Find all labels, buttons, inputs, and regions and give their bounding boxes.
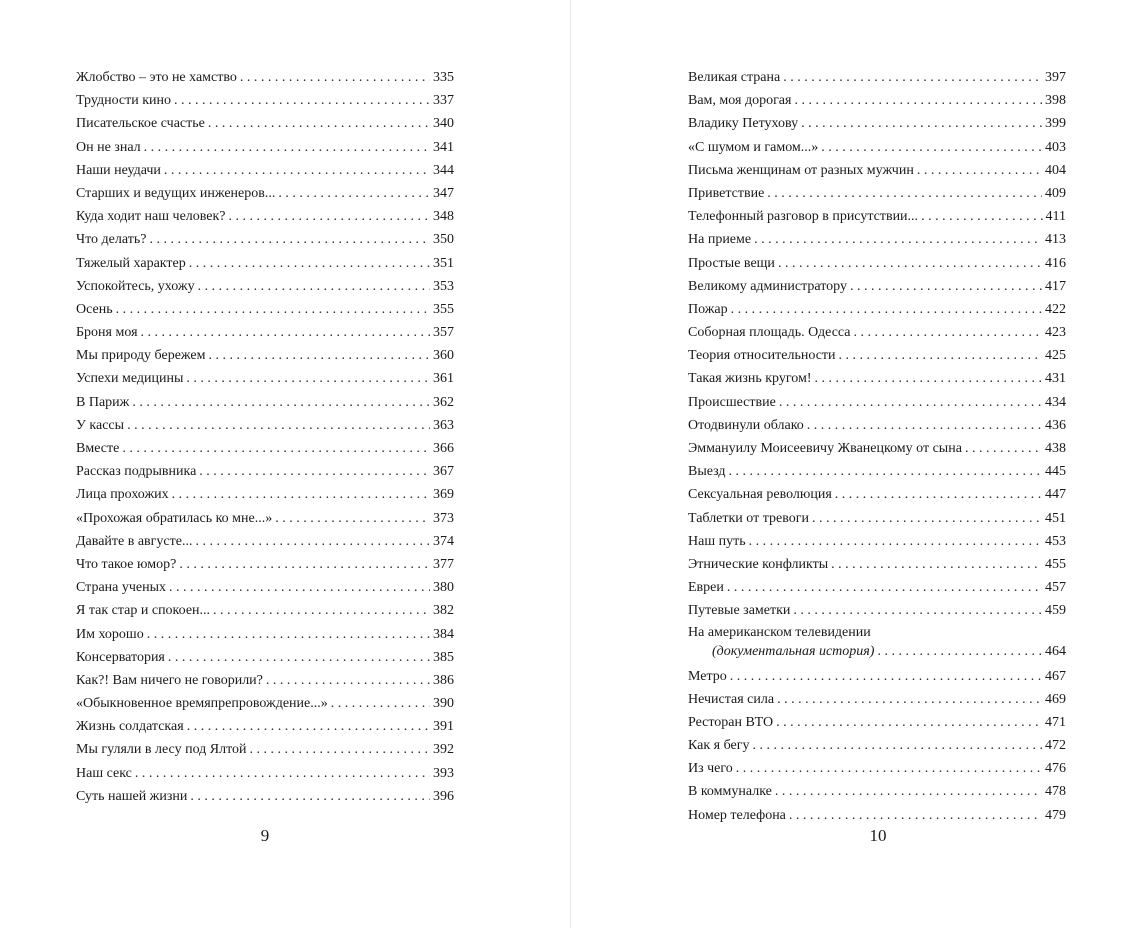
dot-leader [149, 228, 430, 251]
toc-entry-title: Пожар [688, 301, 728, 317]
toc-entry [76, 414, 454, 437]
toc-entry [688, 205, 1066, 228]
dot-leader [831, 553, 1042, 576]
toc-entry-page: 380 [433, 580, 454, 596]
toc-entry-title: Трудности кино [76, 93, 172, 109]
toc-entry-title: Жизнь солдатская [76, 719, 184, 735]
toc-entry-title: Им хорошо [76, 626, 144, 642]
toc-entry-page: 385 [433, 649, 454, 665]
toc-entry-title: Давайте в августе... [76, 533, 193, 549]
toc-entry [688, 599, 1066, 622]
toc-entry [688, 298, 1066, 321]
toc-entry-title: Что такое юмор? [76, 556, 177, 572]
toc-entry [76, 66, 454, 89]
dot-leader [793, 599, 1042, 622]
dot-leader [794, 89, 1042, 112]
toc-entry-title: Теория относительности [688, 348, 836, 364]
toc-entry-subtitle: (документальная история) [712, 643, 875, 659]
toc-entry [688, 460, 1066, 483]
toc-entry [688, 89, 1066, 112]
dot-leader [749, 530, 1042, 553]
dot-leader [778, 252, 1042, 275]
toc-entry-title: В Париж [76, 394, 130, 410]
toc-entry-page: 409 [1045, 185, 1066, 201]
dot-leader [917, 159, 1042, 182]
dot-leader [807, 414, 1042, 437]
toc-entry-title: Он не знал [76, 139, 141, 155]
toc-entry [688, 275, 1066, 298]
toc-entry-page: 471 [1045, 714, 1066, 730]
dot-leader [189, 252, 430, 275]
dot-leader [116, 298, 430, 321]
toc-entry [76, 576, 454, 599]
toc-entry-title: Консерватория [76, 649, 165, 665]
dot-leader [921, 205, 1042, 228]
toc-entry [76, 159, 454, 182]
toc-entry-title: Эммануилу Моисеевичу Жванецкому от сына [688, 441, 962, 456]
toc-entry [688, 576, 1066, 599]
dot-leader [775, 780, 1042, 803]
toc-entry-title: Таблетки от тревоги [688, 510, 809, 526]
toc-entry-page: 357 [433, 325, 454, 341]
toc-entry-page: 382 [433, 603, 454, 619]
toc-entry-title: Как я бегу [688, 738, 750, 754]
toc-entry-page: 335 [433, 70, 454, 85]
dot-leader [801, 112, 1042, 135]
toc-entry-page: 423 [1045, 325, 1066, 341]
toc-entry-title: Евреи [688, 580, 724, 596]
toc-entry-title: У кассы [76, 417, 125, 433]
toc-entry-page: 403 [1045, 139, 1066, 155]
toc-entry-page: 344 [433, 162, 454, 178]
dot-leader [753, 734, 1042, 757]
toc-entry-title: В коммуналке [688, 784, 772, 800]
toc-entry-title: Простые вещи [688, 255, 775, 271]
toc-entry-title: Из чего [688, 761, 733, 777]
dot-leader [729, 460, 1042, 483]
toc-entry-page: 341 [433, 139, 454, 155]
dot-leader [839, 344, 1042, 367]
toc-entry-title: Метро [688, 668, 727, 684]
dot-leader [727, 576, 1042, 599]
toc-entry-page: 411 [1045, 209, 1066, 225]
toc-entry-page: 464 [1045, 643, 1066, 659]
toc-entry-page: 447 [1045, 487, 1066, 503]
toc-entry-title: Путевые заметки [688, 603, 791, 619]
toc-entry [76, 344, 454, 367]
toc-entry [76, 437, 454, 460]
dot-leader [736, 757, 1042, 780]
toc-entry [688, 112, 1066, 135]
toc-entry [76, 321, 454, 344]
dot-leader [132, 391, 430, 414]
toc-entry-title: Мы природу бережем [76, 348, 206, 364]
toc-entry [76, 553, 454, 576]
toc-entry-page: 436 [1045, 417, 1066, 433]
dot-leader [190, 785, 430, 808]
toc-entry [76, 507, 454, 530]
dot-leader [195, 530, 430, 553]
toc-entry-page: 363 [433, 417, 454, 433]
dot-leader [789, 804, 1042, 827]
toc-entry [688, 414, 1066, 437]
toc-entry [688, 252, 1066, 275]
toc-entry-page: 393 [433, 765, 454, 781]
page-number: 9 [260, 826, 270, 845]
toc-entry-title: Отодвинули облако [688, 417, 804, 433]
toc-entry-page: 391 [433, 719, 454, 735]
toc-entry [76, 460, 454, 483]
toc-entry-title: Лица прохожих [76, 487, 169, 503]
toc-entry-page: 366 [433, 441, 454, 456]
toc-entry-page: 431 [1045, 371, 1066, 387]
dot-leader [169, 576, 430, 599]
toc-entry-title: Мы гуляли в лесу под Ялтой [76, 742, 247, 758]
toc-entry-page: 386 [433, 672, 454, 688]
toc-entry [688, 507, 1066, 530]
toc-entry [76, 252, 454, 275]
dot-leader [147, 623, 430, 646]
dot-leader [266, 669, 430, 692]
toc-entry [688, 182, 1066, 205]
toc-entry-page: 451 [1045, 510, 1066, 526]
toc-entry-title: Этнические конфликты [688, 556, 829, 572]
dot-leader [835, 483, 1042, 506]
toc-entry-title: Сексуальная революция [688, 487, 832, 503]
toc-entry [76, 391, 454, 414]
toc-entry [76, 182, 454, 205]
toc-entry-page: 459 [1045, 603, 1066, 619]
toc-entry-title: Успокойтесь, ухожу [76, 278, 195, 294]
dot-leader [783, 66, 1042, 89]
dot-leader [135, 762, 430, 785]
toc-entry-page: 478 [1045, 784, 1066, 800]
toc-entry [688, 530, 1066, 553]
toc-entry-title: Что делать? [76, 232, 147, 248]
toc-entry [76, 112, 454, 135]
toc-entry [688, 136, 1066, 159]
toc-entry [688, 553, 1066, 576]
toc-entry-page: 361 [433, 371, 454, 387]
toc-entry-title: Тяжелый характер [76, 255, 186, 271]
toc-entry-page: 397 [1045, 70, 1066, 85]
toc-list-left [76, 66, 454, 808]
toc-entry [688, 804, 1066, 827]
toc-entry-page: 360 [433, 348, 454, 364]
toc-entry-title: Владику Петухову [688, 116, 799, 132]
toc-entry [688, 688, 1066, 711]
dot-leader [187, 715, 430, 738]
toc-entry [688, 391, 1066, 414]
toc-entry-title: «С шумом и гамом...» [688, 139, 819, 155]
toc-entry-page: 413 [1045, 232, 1066, 248]
toc-entry-page: 377 [433, 556, 454, 572]
toc-entry-title: Наш путь [688, 533, 746, 549]
toc-entry [688, 780, 1066, 803]
toc-entry-page: 422 [1045, 301, 1066, 317]
toc-entry-page: 392 [433, 742, 454, 758]
toc-entry-page: 347 [433, 185, 454, 201]
toc-entry-page: 457 [1045, 580, 1066, 596]
toc-entry-title: Жлобство – это не хамство [76, 70, 237, 85]
dot-leader [229, 205, 430, 228]
toc-entry-title: Происшествие [688, 394, 776, 410]
toc-entry-page: 362 [433, 394, 454, 410]
toc-entry [688, 711, 1066, 734]
toc-entry-page: 467 [1045, 668, 1066, 684]
toc-entry-title: Суть нашей жизни [76, 788, 188, 804]
dot-leader [208, 112, 430, 135]
toc-entry-title: Ресторан ВТО [688, 714, 774, 730]
dot-leader [275, 507, 430, 530]
toc-entry-title: Вам, моя дорогая [688, 93, 792, 109]
dot-leader [776, 711, 1042, 734]
toc-entry-page: 373 [433, 510, 454, 526]
toc-entry [76, 367, 454, 390]
dot-leader [754, 228, 1042, 251]
toc-entry-title: Писательское счастье [76, 116, 205, 132]
toc-entry [76, 298, 454, 321]
dot-leader [777, 688, 1042, 711]
page-number: 10 [869, 826, 887, 845]
dot-leader [250, 738, 430, 761]
toc-entry [76, 228, 454, 251]
toc-entry-page: 469 [1045, 691, 1066, 707]
toc-entry-title: Страна ученых [76, 580, 167, 596]
toc-entry-page: 351 [433, 255, 454, 271]
toc-entry [76, 483, 454, 506]
dot-leader [965, 437, 1042, 460]
toc-entry-title: Я так стар и спокоен... [76, 603, 211, 619]
dot-leader [779, 391, 1042, 414]
toc-entry [76, 646, 454, 669]
dot-leader [331, 692, 430, 715]
toc-entry-page: 404 [1045, 162, 1066, 178]
toc-entry-page: 438 [1045, 441, 1066, 456]
toc-entry-page: 350 [433, 232, 454, 248]
toc-entry [688, 734, 1066, 757]
toc-entry [76, 205, 454, 228]
toc-entry-page: 337 [433, 93, 454, 109]
toc-entry-title: «Обыкновенное времяпрепровождение...» [76, 696, 328, 712]
toc-entry-title: Куда ходит наш человек? [76, 209, 226, 225]
dot-leader [179, 553, 430, 576]
toc-entry-title: На американском телевидении [688, 624, 871, 640]
toc-entry [76, 669, 454, 692]
dot-leader [172, 483, 430, 506]
toc-entry-title: Как?! Вам ничего не говорили? [76, 672, 263, 688]
toc-entry [76, 715, 454, 738]
toc-entry [688, 483, 1066, 506]
toc-entry-page: 445 [1045, 464, 1066, 480]
toc-entry [76, 738, 454, 761]
dot-leader [812, 507, 1042, 530]
dot-leader [122, 437, 430, 460]
toc-entry [688, 665, 1066, 688]
toc-entry [688, 66, 1066, 89]
dot-leader [730, 665, 1042, 688]
toc-entry-title: На приеме [688, 232, 752, 248]
toc-entry [688, 367, 1066, 390]
dot-leader [854, 321, 1042, 344]
toc-entry-title: Приветствие [688, 185, 765, 201]
toc-entry-page: 472 [1045, 738, 1066, 754]
dot-leader [731, 298, 1042, 321]
dot-leader [213, 599, 430, 622]
toc-entry [688, 757, 1066, 780]
toc-entry [76, 599, 454, 622]
toc-entry-page: 390 [433, 696, 454, 712]
toc-entry-title: Наши неудачи [76, 162, 161, 178]
toc-entry-page: 399 [1045, 116, 1066, 132]
toc-entry [76, 275, 454, 298]
toc-entry [76, 692, 454, 715]
toc-entry-title: «Прохожая обратилась ко мне...» [76, 510, 273, 526]
toc-entry-title: Письма женщинам от разных мужчин [688, 162, 914, 178]
toc-entry-title: Броня моя [76, 325, 138, 341]
toc-entry-title: Наш секс [76, 765, 132, 781]
toc-entry-title: Великая страна [688, 70, 781, 85]
toc-entry-page: 425 [1045, 348, 1066, 364]
toc-entry-title: Старших и ведущих инженеров... [76, 185, 276, 201]
toc-entry-page: 398 [1045, 93, 1066, 109]
toc-entry [76, 136, 454, 159]
toc-entry [688, 344, 1066, 367]
toc-entry-page: 396 [433, 788, 454, 804]
toc-entry-title: Телефонный разговор в присутствии... [688, 209, 919, 225]
dot-leader [278, 182, 430, 205]
dot-leader [209, 344, 431, 367]
toc-entry-title: Соборная площадь. Одесса [688, 325, 851, 341]
toc-entry-page: 476 [1045, 761, 1066, 777]
toc-entry-title: Выезд [688, 464, 726, 480]
toc-entry-page: 355 [433, 301, 454, 317]
toc-entry [76, 623, 454, 646]
dot-leader [850, 275, 1042, 298]
toc-entry [688, 321, 1066, 344]
dot-leader [186, 367, 430, 390]
toc-entry-page: 348 [433, 209, 454, 225]
dot-leader [127, 414, 430, 437]
dot-leader [144, 136, 430, 159]
toc-entry-title: Номер телефона [688, 807, 786, 823]
toc-entry-page: 384 [433, 626, 454, 642]
toc-entry-page: 369 [433, 487, 454, 503]
toc-list-right [688, 66, 1066, 827]
dot-leader [168, 646, 430, 669]
toc-entry-page: 416 [1045, 255, 1066, 271]
left-page [0, 0, 570, 928]
toc-entry [76, 785, 454, 808]
toc-entry [76, 89, 454, 112]
toc-entry-page: 479 [1045, 807, 1066, 823]
toc-entry [688, 228, 1066, 251]
toc-entry-title: Рассказ подрывника [76, 464, 197, 480]
dot-leader [767, 182, 1042, 205]
toc-entry-title: Великому администратору [688, 278, 847, 294]
toc-entry-page: 353 [433, 278, 454, 294]
dot-leader [141, 321, 430, 344]
dot-leader [877, 642, 1042, 661]
dot-leader [199, 460, 430, 483]
toc-entry-title: Нечистая сила [688, 691, 775, 707]
dot-leader [198, 275, 430, 298]
toc-entry [688, 623, 1066, 665]
toc-entry-title: Успехи медицины [76, 371, 184, 387]
toc-entry-page: 434 [1045, 394, 1066, 410]
toc-entry [76, 762, 454, 785]
right-page [571, 0, 1143, 928]
dot-leader [240, 66, 430, 89]
toc-entry-page: 455 [1045, 556, 1066, 572]
dot-leader [821, 136, 1042, 159]
toc-entry-page: 374 [433, 533, 454, 549]
toc-entry-title: Осень [76, 301, 113, 317]
toc-entry-page: 417 [1045, 278, 1066, 294]
toc-entry-page: 367 [433, 464, 454, 480]
toc-entry-title: Вместе [76, 441, 120, 456]
toc-entry [688, 159, 1066, 182]
toc-entry-page: 453 [1045, 533, 1066, 549]
toc-entry-title: Такая жизнь кругом! [688, 371, 812, 387]
dot-leader [174, 89, 430, 112]
toc-entry [688, 437, 1066, 460]
dot-leader [164, 159, 430, 182]
toc-entry-page: 340 [433, 116, 454, 132]
toc-entry [76, 530, 454, 553]
dot-leader [815, 367, 1043, 390]
